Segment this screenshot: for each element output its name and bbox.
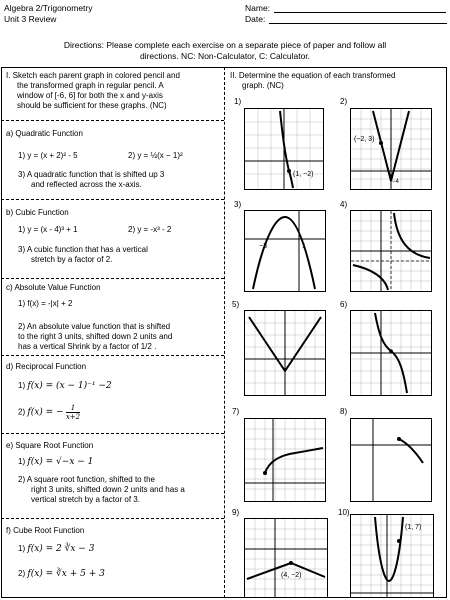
graph-4-plot <box>351 211 431 291</box>
graph-label-7: 7) <box>232 407 240 416</box>
course-title: Algebra 2/Trigonometry <box>4 3 93 13</box>
section-d-title: d) Reciprocal Function <box>6 362 87 371</box>
item-number: 2) <box>18 407 26 417</box>
graph-7-plot <box>245 419 325 501</box>
equation: f(x) = √−x − 1 <box>27 457 94 467</box>
graph-label-8: 8) <box>340 407 348 416</box>
graph-8 <box>350 418 432 502</box>
section-b-item-1: 1) y = (x - 4)³ + 1 <box>18 225 78 234</box>
directions-line: Directions: Please complete each exercise on a separate piece of paper and follow all <box>63 40 387 50</box>
point-label: (1, −2) <box>293 171 314 178</box>
section-f-title: f) Cube Root Function <box>6 526 85 535</box>
name-blank[interactable] <box>274 4 446 13</box>
section-divider <box>1 199 224 200</box>
point-marker <box>289 561 293 565</box>
point-label: (−2, 3) <box>354 136 375 143</box>
grid <box>245 519 327 597</box>
item-number: 1) <box>18 544 26 553</box>
tick-label: 1 <box>302 243 306 250</box>
equation: f(x) = 2 ∛x − 3 <box>27 544 95 554</box>
tick-label: −3 <box>259 243 267 250</box>
section-c-item-2 <box>18 322 172 352</box>
unit-title: Unit 3 Review <box>4 14 57 24</box>
section-e-item-2 <box>18 475 185 505</box>
equation: f(x) = ∛x + 5 + 3 <box>27 569 105 579</box>
graph-2 <box>350 108 432 190</box>
graph-10 <box>350 514 434 598</box>
graph-label-6: 6) <box>340 300 348 309</box>
grid <box>245 419 325 501</box>
item-line: 2) A square root function, shifted to the <box>18 475 155 484</box>
graph-5 <box>244 310 326 396</box>
section-f-item-2 <box>18 569 105 579</box>
section-divider <box>1 120 224 121</box>
point-marker <box>379 141 383 145</box>
directions-line: directions. NC: Non-Calculator, C: Calculator. <box>139 51 311 61</box>
item-line: vertical stretch by a factor of 3. <box>31 495 140 504</box>
point-marker <box>397 539 401 543</box>
section-d-item-2 <box>18 404 80 421</box>
point-label: (4, −2) <box>281 572 302 579</box>
graph-7 <box>244 418 326 502</box>
graph-9-plot <box>245 519 327 597</box>
graph-label-9: 9) <box>232 508 240 517</box>
part1-line: window of [-6, 6] for both the x and y-axis <box>17 91 163 100</box>
graph-label-3: 3) <box>234 200 242 209</box>
item-number: 2) <box>18 569 26 578</box>
point-marker <box>389 349 393 353</box>
item-line: has a vertical Shrink by a factor of 1/2 . <box>18 342 157 351</box>
section-e-item-1 <box>18 457 93 467</box>
section-f-item-1 <box>18 544 94 554</box>
name-label: Name: <box>245 3 271 13</box>
graph-label-10: 10) <box>338 508 350 517</box>
item-line: 2) An absolute value function that is shifted <box>18 322 171 331</box>
curve <box>399 439 423 463</box>
point-marker <box>287 169 291 173</box>
section-a-item-3 <box>18 170 164 190</box>
date-label: Date: <box>245 14 266 24</box>
item-number: 1) <box>18 457 26 466</box>
point-label: (1, 7) <box>405 524 422 531</box>
graph-2-plot <box>351 109 431 189</box>
graph-3 <box>244 210 326 292</box>
part2-instructions <box>230 71 444 91</box>
section-a-item-1: 1) y = (x + 2)² - 5 <box>18 151 78 160</box>
graph-label-1: 1) <box>234 97 242 106</box>
section-d-item-1 <box>18 381 112 391</box>
graph-9 <box>244 518 328 598</box>
curve <box>353 265 388 290</box>
graph-8-plot <box>351 419 431 501</box>
part2-line: II. Determine the equation of each transformed <box>230 71 396 80</box>
graph-4 <box>350 210 432 292</box>
directions <box>18 40 432 62</box>
graph-6 <box>350 310 432 396</box>
item-line: 3) A cubic function that has a vertical <box>18 245 148 254</box>
graph-label-2: 2) <box>340 97 348 106</box>
fraction <box>66 404 80 421</box>
graph-label-5: 5) <box>232 300 240 309</box>
graph-label-4: 4) <box>340 200 348 209</box>
graph-6-plot <box>351 311 431 395</box>
section-divider <box>1 355 224 356</box>
section-a-title: a) Quadratic Function <box>6 129 83 138</box>
curve <box>375 517 403 581</box>
part1-line: should be sufficient for these graphs. (NC) <box>17 101 167 110</box>
part2-line: graph. (NC) <box>242 81 284 90</box>
fraction-numerator: 1 <box>66 404 80 413</box>
section-c-item-1: 1) f(x) = -|x| + 2 <box>18 299 73 308</box>
graph-1-plot <box>245 109 323 189</box>
curve <box>253 217 315 289</box>
section-divider <box>1 278 224 279</box>
item-number: 1) <box>18 381 26 390</box>
graph-1 <box>244 108 324 190</box>
column-divider <box>224 67 225 598</box>
curve <box>280 111 293 188</box>
item-line: 3) A quadratic function that is shifted up 3 <box>18 170 165 179</box>
graph-10-plot <box>351 515 433 597</box>
part1-instructions <box>6 71 222 111</box>
name-field[interactable] <box>245 3 446 13</box>
fraction-denominator: x+2 <box>65 413 81 421</box>
section-c-title: c) Absolute Value Function <box>6 283 101 292</box>
graph-3-plot <box>245 211 325 291</box>
section-b-title: b) Cubic Function <box>6 208 69 217</box>
part1-line: I. Sketch each parent graph in colored pencil and <box>6 71 180 80</box>
equation: f(x) = (x − 1)⁻¹ −2 <box>27 381 112 391</box>
item-line: to the right 3 units, shifted down 2 units and <box>18 332 173 341</box>
date-field[interactable] <box>245 14 447 24</box>
item-line: stretch by a factor of 2. <box>31 255 113 264</box>
date-blank[interactable] <box>269 15 447 24</box>
section-a-item-2: 2) y = ½(x − 1)² <box>128 151 183 160</box>
section-b-item-3 <box>18 245 148 265</box>
graph-5-plot <box>245 311 325 395</box>
section-e-title: e) Square Root Function <box>6 441 94 450</box>
section-b-item-2: 2) y = -x³ - 2 <box>128 225 172 234</box>
section-divider <box>1 518 224 519</box>
equation: f(x) = − <box>27 407 64 418</box>
section-divider <box>1 433 224 434</box>
part1-line: the transformed graph in regular pencil. A <box>17 81 164 90</box>
tick-label: −4 <box>392 179 399 185</box>
item-line: right 3 units, shifted down 2 units and has a <box>31 485 185 494</box>
point-marker <box>397 437 401 441</box>
point-marker <box>263 471 267 475</box>
item-line: and reflected across the x-axis. <box>31 180 142 189</box>
